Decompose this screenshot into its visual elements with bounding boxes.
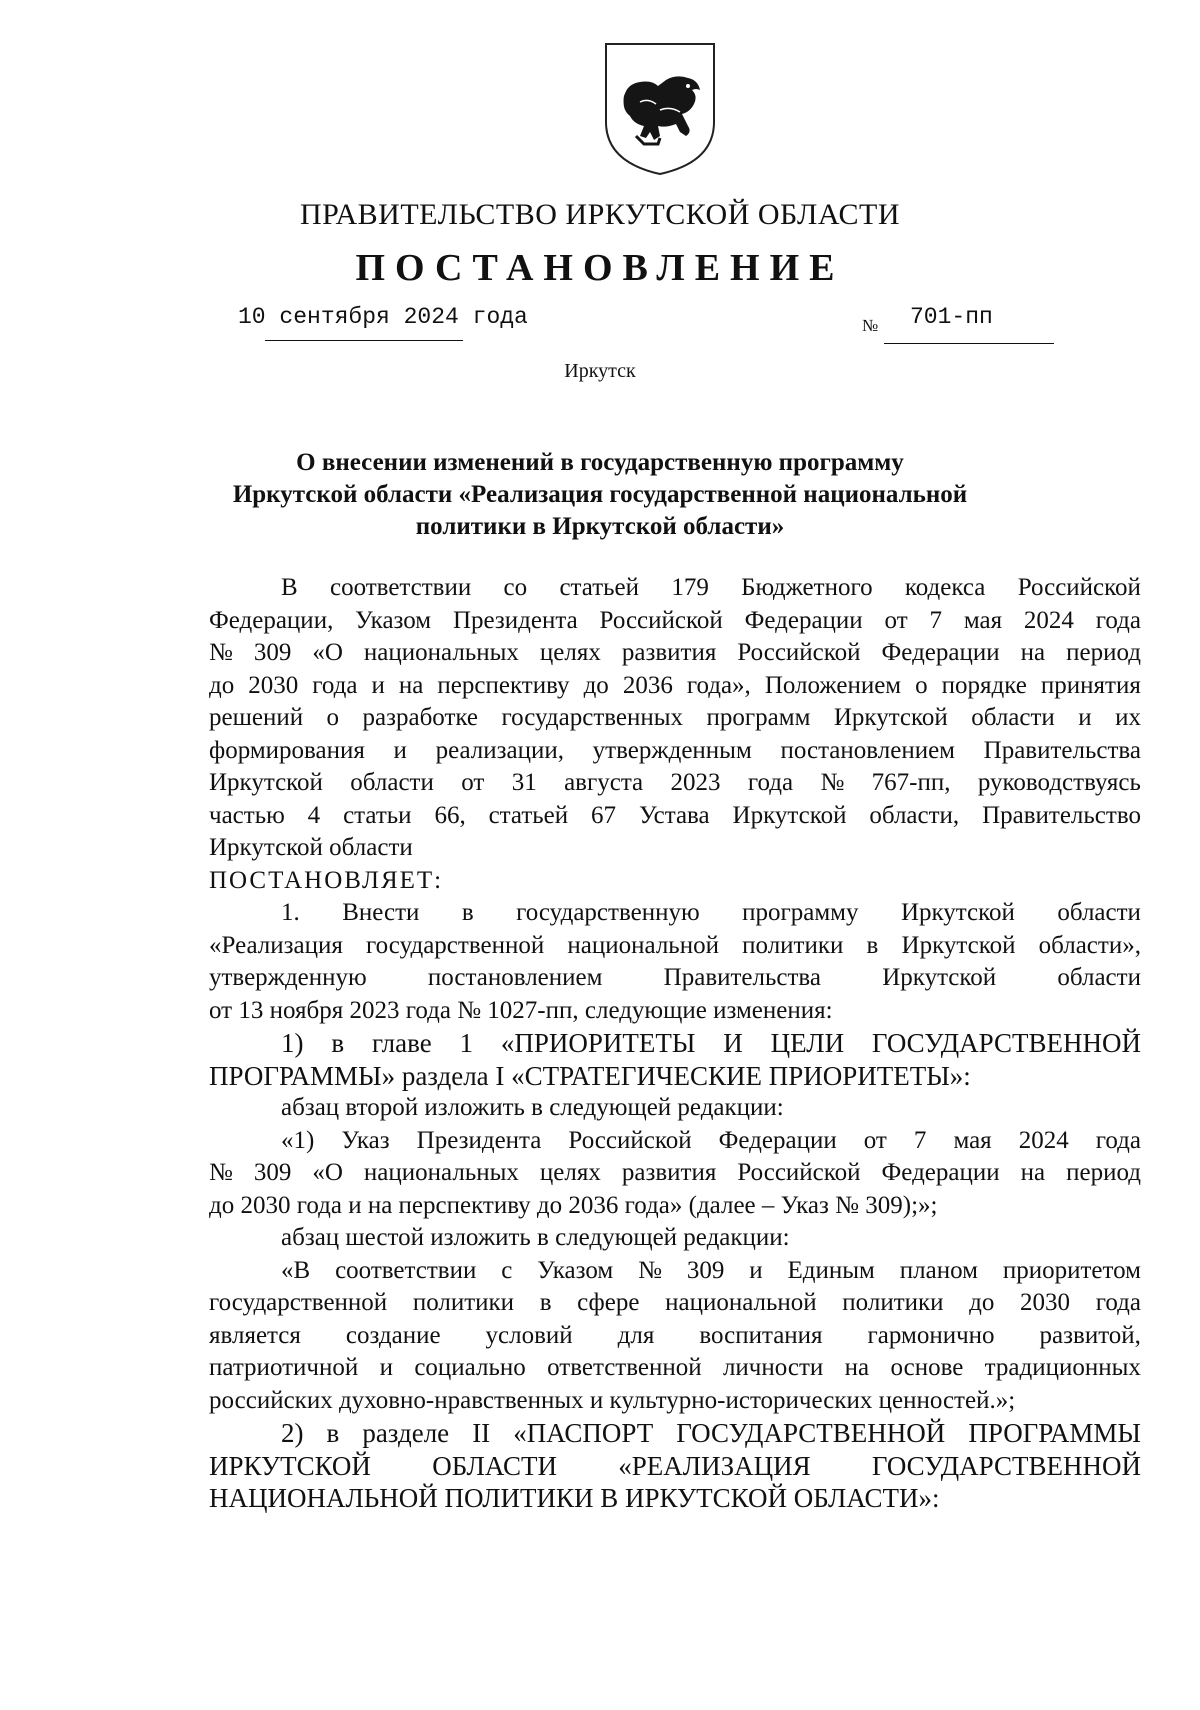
body-word: о — [326, 704, 340, 731]
body-word: области — [1057, 899, 1141, 926]
body-word: ГОСУДАРСТВЕННОЙ — [676, 1418, 946, 1448]
body-line — [209, 962, 1141, 995]
body-word: области — [350, 769, 434, 796]
body-word: ГОСУДАРСТВЕННОЙ — [871, 1450, 1141, 1481]
body-word: 309 — [253, 1159, 292, 1186]
body-word: «ПРИОРИТЕТЫ — [500, 1028, 696, 1058]
body-word: 2024 — [1023, 606, 1074, 634]
body-word: частью — [209, 801, 285, 829]
body-word: патриотичной — [209, 1354, 359, 1381]
body-word: 2030 — [248, 671, 299, 699]
body-word: политики — [412, 1289, 515, 1316]
body-word: с — [501, 1256, 513, 1284]
document-date: 10 сентября 2024 года — [238, 304, 528, 330]
body-word: Федерации — [718, 1126, 837, 1154]
document-title — [150, 447, 1050, 543]
coat-of-arms-emblem — [600, 40, 720, 180]
body-word: Федерации — [744, 606, 863, 634]
body-word: со — [503, 574, 528, 601]
body-word: «ПАСПОРТ — [513, 1418, 654, 1448]
body-word: в — [866, 931, 879, 959]
body-word: основе — [890, 1354, 964, 1381]
number-underline — [884, 343, 1054, 344]
body-word: до — [583, 671, 609, 699]
body-word: Российской — [599, 606, 723, 634]
body-line: до 2030 года и на перспективу до 2036 года» (далее – Указ № 309);»; — [209, 1191, 938, 1219]
body-word: ЦЕЛИ — [770, 1028, 845, 1058]
title-line: Иркутской области «Реализация государственной национальной — [232, 481, 968, 508]
body-word: ГОСУДАРСТВЕННОЙ — [871, 1028, 1141, 1058]
body-line: ПОСТАНОВЛЯЕТ: — [209, 866, 444, 894]
body-word: Федерации — [881, 1159, 1000, 1186]
body-word: в — [326, 1418, 340, 1448]
body-line — [209, 1125, 1141, 1158]
body-word: постановлением — [780, 736, 955, 764]
body-word: на — [1020, 1159, 1046, 1186]
body-word: и — [1078, 704, 1092, 731]
body-word: для — [617, 1321, 655, 1349]
body-word: «О — [312, 1159, 343, 1186]
body-word: Единым — [787, 1256, 875, 1284]
body-word: воспитания — [699, 1321, 823, 1349]
body-word: Иркутской — [209, 769, 323, 796]
body-word: мая — [953, 1126, 992, 1154]
body-word: 2024 — [1018, 1126, 1069, 1154]
body-word: программ — [706, 704, 811, 731]
body-line — [209, 800, 1141, 833]
body-word: в — [331, 1028, 345, 1058]
body-line — [209, 670, 1141, 703]
body-line — [209, 637, 1141, 670]
body-word: Федерации — [881, 639, 1000, 666]
body-line: абзац шестой изложить в следующей редакции: — [281, 1224, 790, 1251]
body-word: Указом — [537, 1256, 614, 1284]
body-word: II — [472, 1418, 491, 1448]
body-line — [209, 735, 1141, 768]
body-line — [209, 1027, 1141, 1060]
body-line — [209, 1320, 1141, 1353]
body-word: главе — [371, 1028, 432, 1058]
body-word: государственной — [209, 1289, 388, 1316]
body-word: 1 — [459, 1028, 474, 1058]
body-word: области, — [869, 801, 960, 829]
body-word: формирования — [209, 736, 365, 764]
body-word: соответствии — [335, 1256, 477, 1284]
body-word: № — [638, 1256, 662, 1284]
body-word: года — [1095, 1126, 1141, 1154]
body-word: и — [371, 671, 385, 699]
body-word: Иркутской — [833, 704, 948, 731]
body-word: года — [1095, 1289, 1141, 1316]
body-word: ответственной — [547, 1354, 702, 1381]
body-line: абзац второй изложить в следующей редакции: — [281, 1094, 784, 1121]
document-body — [209, 572, 1141, 1515]
body-word: «О — [312, 639, 343, 666]
body-word: политики — [842, 1289, 944, 1316]
body-line — [209, 1352, 1141, 1385]
body-word: до — [969, 1289, 995, 1316]
body-word: кодекса — [904, 574, 986, 601]
body-word: 31 — [511, 769, 537, 796]
government-name: ПРАВИТЕЛЬСТВО ИРКУТСКОЙ ОБЛАСТИ — [299, 198, 901, 231]
body-line — [209, 767, 1141, 800]
body-word: развития — [621, 639, 717, 666]
body-word: Внести — [342, 899, 420, 926]
body-word: государственной — [366, 931, 545, 959]
document-number: 701-пп — [910, 304, 993, 330]
body-word: 2023 — [670, 769, 721, 796]
body-word: 7 — [929, 606, 942, 634]
body-word: И — [723, 1028, 743, 1058]
body-word: статьей — [488, 801, 569, 829]
body-word: условий — [485, 1321, 573, 1349]
body-word: разделе — [362, 1418, 450, 1448]
body-word: Российской — [568, 1126, 692, 1154]
body-word: развития — [621, 1159, 717, 1186]
body-word: В — [281, 574, 298, 601]
body-word: 7 — [913, 1126, 927, 1154]
body-word: Иркутской — [900, 899, 1015, 926]
body-word: Иркутской — [901, 931, 1016, 959]
body-word: 1. — [281, 899, 300, 926]
body-word: от — [863, 1126, 887, 1154]
body-word: реализации, — [435, 736, 564, 764]
city: Иркутск — [564, 360, 636, 382]
body-word: развитой, — [1039, 1321, 1141, 1349]
body-word: социально — [414, 1354, 526, 1381]
body-word: на — [398, 671, 424, 699]
body-word: Правительства — [983, 736, 1141, 764]
body-word: и — [393, 736, 407, 764]
body-word: целях — [539, 1159, 601, 1186]
body-word: перспективу — [437, 671, 570, 699]
body-word: 309 — [253, 639, 292, 666]
body-word: «Реализация — [209, 931, 343, 959]
body-word: постановлением — [427, 964, 603, 991]
body-word: от — [884, 606, 908, 634]
body-word: разработке — [362, 704, 479, 731]
body-word: 2030 — [1020, 1289, 1071, 1316]
body-word: целях — [539, 639, 601, 666]
body-word: политики — [742, 931, 844, 959]
body-word: сфере — [577, 1289, 640, 1316]
body-line: российских духовно-нравственных и культурно-исторических ценностей.»; — [209, 1386, 1016, 1414]
date-underline — [265, 340, 463, 341]
title-line: О внесении изменений в государственную программу — [296, 449, 904, 476]
body-line — [209, 1287, 1141, 1320]
body-word: 1) — [281, 1028, 304, 1058]
body-word: принятия — [1040, 671, 1141, 699]
body-word: области — [1057, 964, 1141, 991]
body-word: ОБЛАСТИ — [432, 1450, 557, 1481]
body-word: Президента — [416, 1126, 542, 1154]
body-word: 309 — [686, 1256, 725, 1284]
body-word: ИРКУТСКОЙ — [209, 1450, 371, 1481]
body-word: «РЕАЛИЗАЦИЯ — [618, 1450, 811, 1481]
body-word: области», — [1038, 931, 1141, 959]
body-word: программу — [742, 899, 859, 926]
body-word: года», — [686, 671, 751, 699]
body-word: решений — [209, 704, 304, 731]
body-word: Указом — [355, 606, 432, 634]
body-word: и — [379, 1354, 393, 1381]
body-word: года — [1095, 606, 1141, 634]
body-word: порядке — [941, 671, 1027, 699]
body-word: Федерации, — [209, 606, 334, 634]
body-word: на — [844, 1354, 870, 1381]
body-word: является — [209, 1321, 301, 1349]
body-word: статьей — [559, 574, 640, 601]
body-line — [209, 1255, 1141, 1288]
body-word: № — [820, 769, 845, 796]
body-word: в — [539, 1289, 552, 1316]
body-word: 67 — [591, 801, 617, 829]
body-word: национальной — [567, 931, 719, 959]
body-word: государственную — [516, 899, 700, 926]
body-word: национальных — [363, 639, 519, 666]
body-word: от — [461, 769, 485, 796]
body-line — [209, 1417, 1141, 1450]
body-word: на — [1020, 639, 1046, 666]
body-line — [209, 930, 1141, 963]
title-line: политики в Иркутской области» — [415, 513, 785, 540]
body-word: период — [1066, 639, 1141, 666]
body-word: государственных — [501, 704, 684, 731]
body-word: создание — [345, 1321, 441, 1349]
body-word: мая — [963, 606, 1003, 634]
body-word: Иркутской — [732, 801, 847, 829]
body-word: Российской — [737, 639, 861, 666]
body-word: утвержденным — [592, 736, 752, 764]
body-word: Устава — [638, 801, 710, 829]
body-word: 767-пп, — [871, 769, 951, 796]
body-word: Иркутской — [882, 964, 997, 991]
body-line: НАЦИОНАЛЬНОЙ ПОЛИТИКИ В ИРКУТСКОЙ ОБЛАСТИ»: — [209, 1483, 940, 1513]
body-word: период — [1066, 1159, 1141, 1186]
body-word: ПРОГРАММЫ — [968, 1418, 1141, 1448]
body-word: руководствуясь — [977, 769, 1141, 796]
body-word: 66, — [434, 801, 466, 829]
body-word: Бюджетного — [741, 574, 873, 601]
body-word: Российской — [1017, 574, 1141, 601]
body-word: планом — [899, 1256, 978, 1284]
body-word: до — [209, 671, 235, 699]
body-word: года — [312, 671, 358, 699]
body-word: соответствии — [329, 574, 472, 601]
body-line: от 13 ноября 2023 года № 1027-пп, следующие изменения: — [209, 996, 833, 1024]
body-word: личности — [722, 1354, 824, 1381]
body-word: 179 — [671, 574, 709, 601]
document-type: ПОСТАНОВЛЕНИЕ — [355, 247, 845, 289]
body-line — [209, 1157, 1141, 1190]
body-word: национальной — [665, 1289, 817, 1316]
body-word: 2) — [281, 1418, 304, 1448]
irkutsk-babr-icon — [600, 40, 720, 180]
body-line — [209, 572, 1141, 605]
body-word: Правительство — [982, 801, 1141, 829]
body-word: о — [915, 671, 928, 699]
body-word: в — [461, 899, 474, 926]
body-word: утвержденную — [209, 964, 367, 991]
body-line — [209, 897, 1141, 930]
body-word: Указ — [341, 1126, 390, 1154]
body-word: приоритетом — [1002, 1256, 1141, 1284]
body-word: августа — [564, 769, 644, 796]
body-word: национальных — [363, 1159, 519, 1186]
body-word: Российской — [737, 1159, 861, 1186]
body-word: и — [749, 1256, 763, 1284]
body-word: «В — [281, 1256, 311, 1284]
body-word: Правительства — [663, 964, 821, 991]
body-word: 2036 — [622, 671, 673, 699]
body-word: года — [747, 769, 794, 796]
body-word: Президента — [452, 606, 578, 634]
body-word: № — [209, 639, 233, 666]
body-word: традиционных — [984, 1354, 1141, 1381]
body-line — [209, 702, 1141, 735]
body-line — [209, 605, 1141, 638]
body-word: «1) — [281, 1126, 315, 1154]
body-word: статьи — [343, 801, 412, 829]
body-word: области — [971, 704, 1055, 731]
body-line — [209, 1450, 1141, 1483]
body-line: ПРОГРАММЫ» раздела I «СТРАТЕГИЧЕСКИЕ ПРИОРИТЕТЫ»: — [209, 1060, 971, 1091]
body-word: Положением — [764, 671, 902, 699]
body-word: № — [209, 1159, 233, 1186]
body-word: их — [1115, 704, 1141, 731]
number-sign: № — [862, 316, 879, 335]
body-word: 4 — [307, 801, 321, 829]
body-line: Иркутской области — [209, 834, 413, 861]
body-word: гармонично — [867, 1321, 995, 1349]
